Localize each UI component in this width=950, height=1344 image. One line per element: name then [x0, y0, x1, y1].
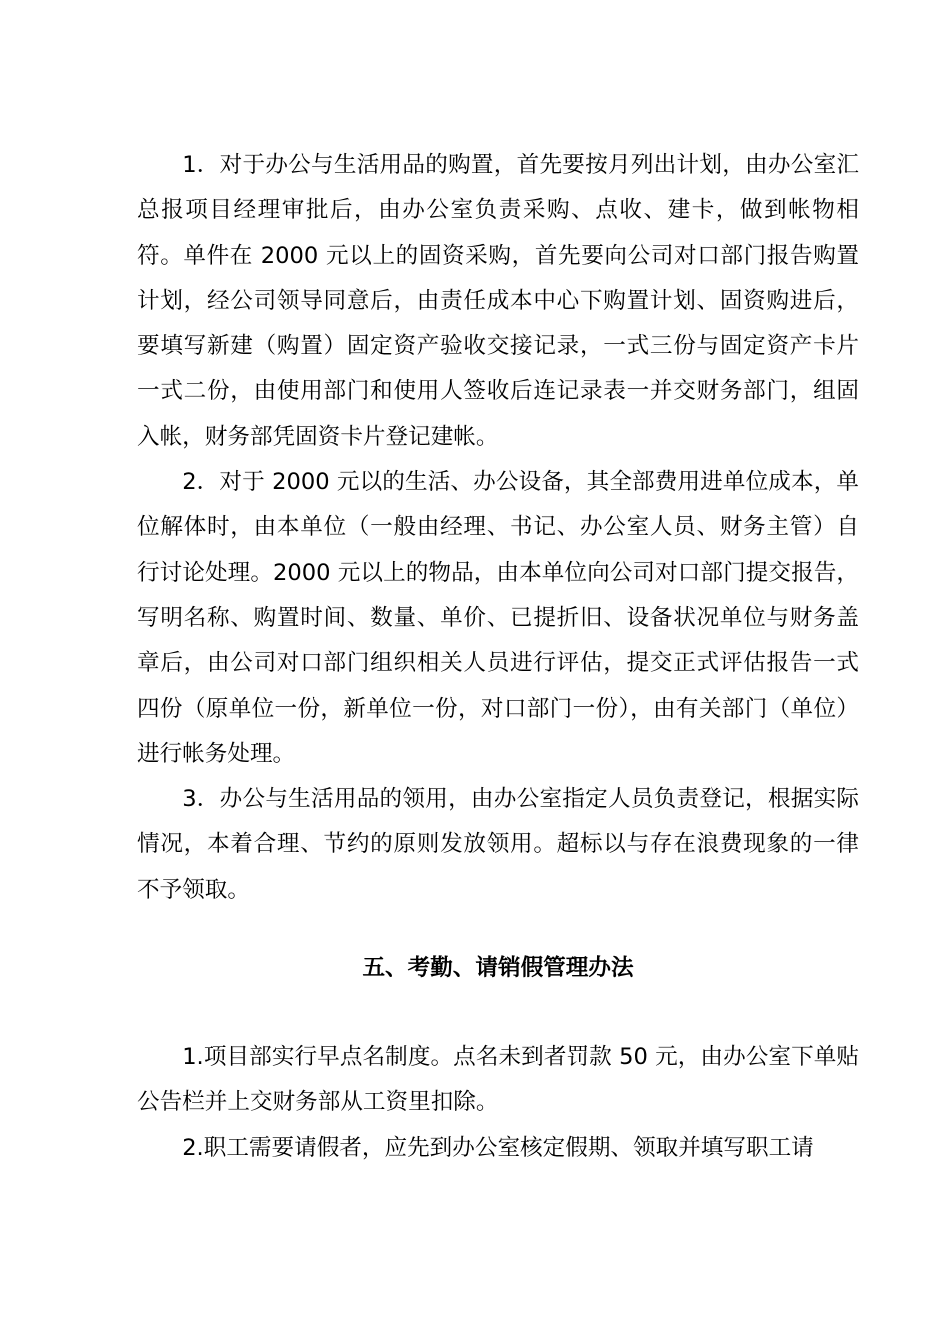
- section-heading: 五、考勤、请销假管理办法: [362, 955, 634, 981]
- body-text-upper: [137, 143, 859, 913]
- paragraph-roll-call-rule: 1.项目部实行早点名制度。点名未到者罚款 50 元，由办公室下单贴公告栏并上交财务部从工资里扣除。: [137, 1044, 859, 1116]
- paragraph-1-office-supplies-purchase: 1．对于办公与生活用品的购置，首先要按月列出计划，由办公室汇总报项目经理审批后，由办公室负责采购、点收、建卡，做到帐物相符。单件在 2000 元以上的固资采购，首先要向公司对口部门报告购置计划，经公司领导同意后，由责任成本中心下购置计划、固资购进后，要填写新建（购置）固定资产验收交接记录，一式三份与固定资产卡片一式二份，由使用部门和使用人签收后连记录表一并交财务部门，组固入帐，财务部凭固资卡片登记建帐。: [137, 152, 859, 450]
- body-text-lower: [137, 1035, 859, 1171]
- paragraph-leave-request: 2.职工需要请假者，应先到办公室核定假期、领取并填写职工请: [182, 1134, 814, 1161]
- paragraph-3-supplies-usage: 3．办公与生活用品的领用，由办公室指定人员负责登记，根据实际情况，本着合理、节约的原则发放领用。超标以与存在浪费现象的一律不予领取。: [137, 786, 859, 903]
- paragraph-2-equipment-disposal: 2．对于 2000 元以的生活、办公设备，其全部费用进单位成本，单位解体时，由本单位（一般由经理、书记、办公室人员、财务主管）自行讨论处理。2000 元以上的物品，由本单位向公司对口部门提交报告，写明名称、购置时间、数量、单价、已提折旧、设备状况单位与财务盖章后，由公司对口部门组织相关人员进行评估，提交正式评估报告一式四份（原单位一份，新单位一份，对口部门一份），由有关部门（单位）进行帐务处理。: [137, 469, 859, 767]
